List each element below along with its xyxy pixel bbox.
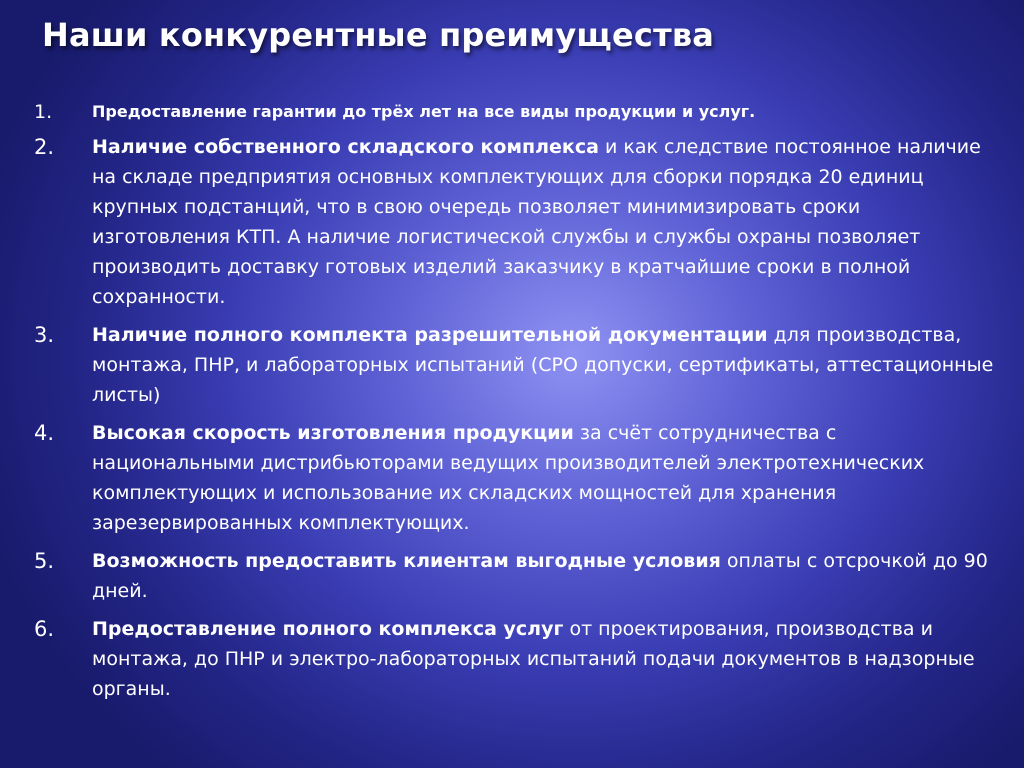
item-number: 4. <box>34 421 55 445</box>
item-number: 6. <box>34 617 55 641</box>
item-bold-text: Возможность предоставить клиентам выгодные условия <box>92 550 721 572</box>
list-item-5 <box>34 546 1004 606</box>
item-text: от проектирования, производства и монтажа, до ПНР и электро-лабораторных испытаний подачи документов в надзорные органы. <box>92 618 975 700</box>
list-item-2 <box>34 132 1004 312</box>
item-number: 1. <box>34 101 53 123</box>
item-text: и как следствие постоянное наличие на складе предприятия основных комплектующих для сборки порядка 20 единиц крупных подстанций, что в свою очередь позволяет минимизировать сроки изготовления КТП. А наличие логистической службы и службы охраны позволяет производить доставку готовых изделий заказчику в кратчайшие сроки в полной сохранности. <box>92 136 981 308</box>
item-bold-text: Наличие собственного складского комплекса <box>92 136 599 158</box>
item-bold-text: Предоставление гарантии до трёх лет на все виды продукции и услуг. <box>92 102 756 121</box>
item-text: для производства, монтажа, ПНР, и лабораторных испытаний (СРО допуски, сертификаты, аттестационные листы) <box>92 324 994 406</box>
item-bold-text: Предоставление полного комплекса услуг <box>92 618 564 640</box>
item-text: за счёт сотрудничества с национальными дистрибьюторами ведущих производителей электротехнических комплектующих и использование их складских мощностей для хранения зарезервированных комплектующих. <box>92 422 925 534</box>
list-item-1 <box>34 100 1004 124</box>
list-item-3 <box>34 320 1004 410</box>
list-item-4 <box>34 418 1004 538</box>
advantages-list <box>34 100 1004 712</box>
slide-title: Наши конкурентные преимущества <box>42 16 715 54</box>
item-bold-text: Высокая скорость изготовления продукции <box>92 422 574 444</box>
item-number: 5. <box>34 549 55 573</box>
item-number: 2. <box>34 135 55 159</box>
item-text: оплаты с отсрочкой до 90 дней. <box>92 550 988 602</box>
list-item-6 <box>34 614 1004 704</box>
item-number: 3. <box>34 323 55 347</box>
item-bold-text: Наличие полного комплекта разрешительной документации <box>92 324 768 346</box>
